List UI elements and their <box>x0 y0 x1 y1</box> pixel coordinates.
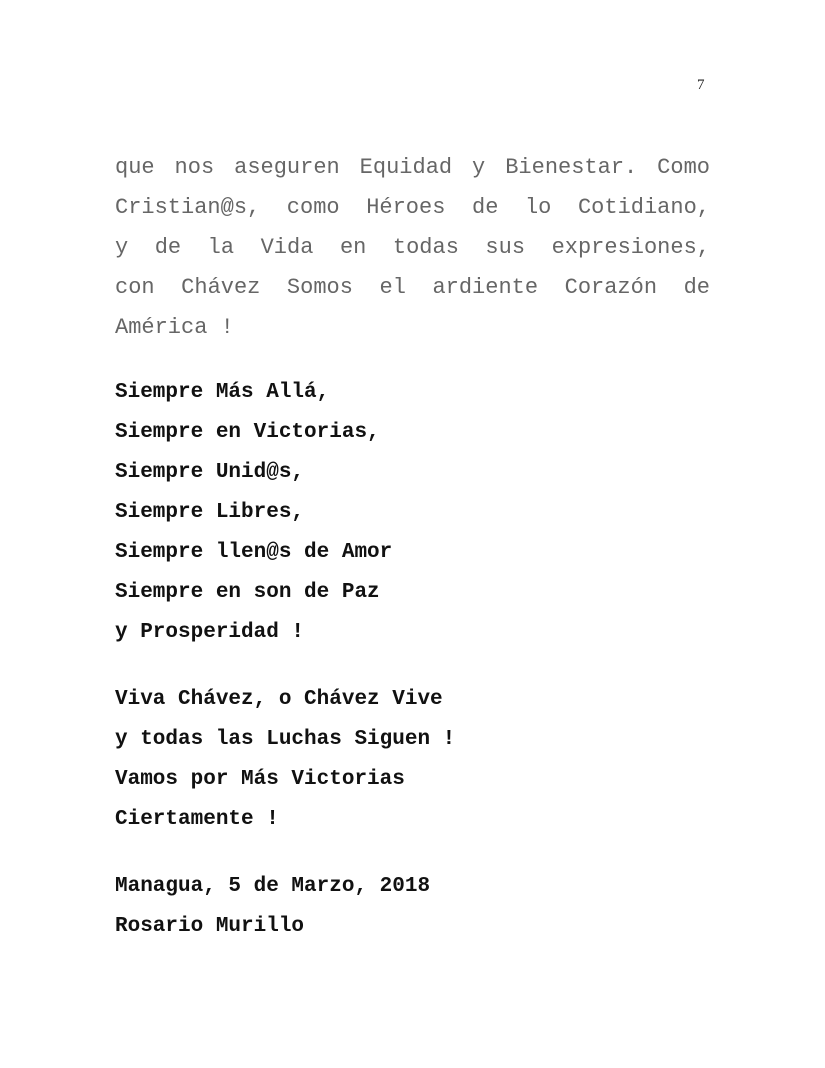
stanza-line: Siempre Libres, <box>115 501 305 524</box>
stanza-line: y Prosperidad ! <box>115 621 305 644</box>
author-name: Rosario Murillo <box>115 915 305 938</box>
stanza-line: Siempre en Victorias, <box>115 421 380 444</box>
place-date: Managua, 5 de Marzo, 2018 <box>115 875 431 898</box>
stanza-viva-chavez <box>115 680 455 840</box>
signature-block <box>115 867 430 947</box>
body-paragraph <box>115 148 710 348</box>
paragraph-line: con Chávez Somos el ardiente Corazón de <box>115 275 710 300</box>
stanza-line: Viva Chávez, o Chávez Vive <box>115 688 443 711</box>
stanza-line: Siempre llen@s de Amor <box>115 541 393 564</box>
paragraph-line: y de la Vida en todas sus expresiones, <box>115 235 710 260</box>
paragraph-line: América ! <box>115 315 234 340</box>
stanza-line: Siempre Más Allá, <box>115 381 330 404</box>
stanza-line: y todas las Luchas Siguen ! <box>115 728 456 751</box>
stanza-line: Vamos por Más Victorias <box>115 768 405 791</box>
stanza-siempre <box>115 373 392 653</box>
page-number: 7 <box>697 77 705 93</box>
stanza-line: Siempre en son de Paz <box>115 581 380 604</box>
stanza-line: Ciertamente ! <box>115 808 279 831</box>
paragraph-line: Cristian@s, como Héroes de lo Cotidiano, <box>115 195 710 220</box>
paragraph-line: que nos aseguren Equidad y Bienestar. Como <box>115 155 710 180</box>
stanza-line: Siempre Unid@s, <box>115 461 305 484</box>
